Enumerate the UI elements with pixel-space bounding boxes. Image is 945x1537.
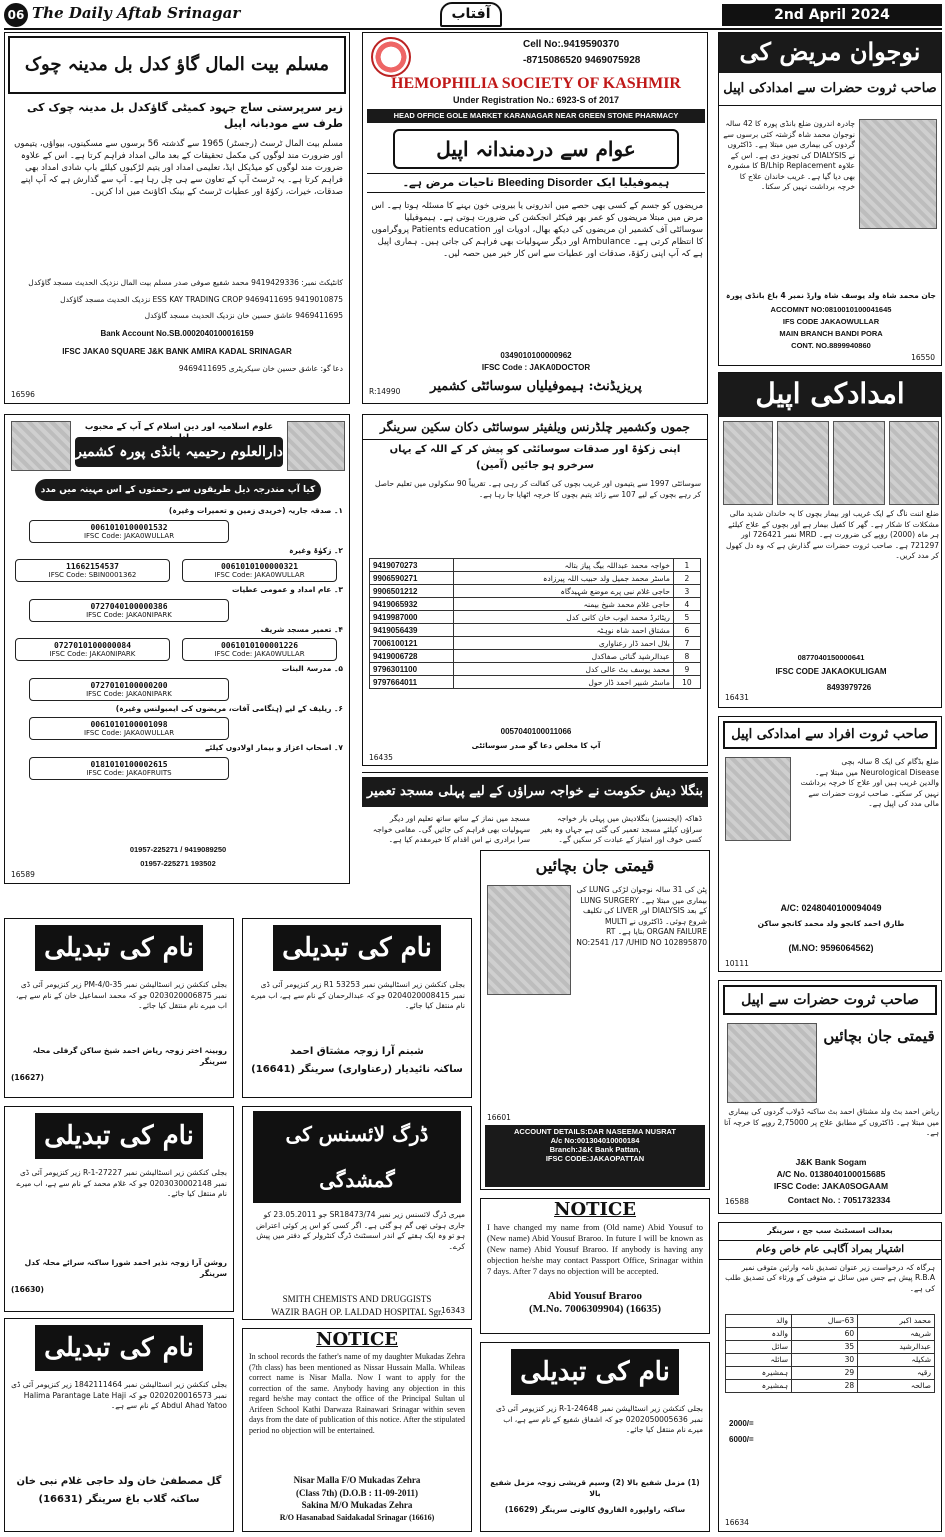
date-label: 2nd April 2024	[722, 4, 942, 26]
account-box	[182, 559, 337, 582]
hemophilia-subtitle	[367, 173, 705, 193]
darululoom-subtitle: کیا آپ مندرجہ ذیل طریقوں سے رحمتوں کے اس مہینہ میں مدد	[35, 479, 321, 501]
young-patient-branch: MAIN BRANCH BANDI PORA	[779, 329, 883, 338]
name-change-title: نام کی تبدیلی	[35, 1113, 203, 1159]
imdad-title: امدادکی اپیل	[719, 373, 941, 417]
baitulmal-title: مسلم بیت المال گاؤ کدل بل مدینہ چوک	[8, 36, 346, 94]
number-cell: 5	[673, 611, 700, 624]
ishtihar-subheader: اشتہار بمراد آگاہی عام خاص وعام	[719, 1240, 941, 1260]
baitulmal-contact-3: 9469411695 عاشق حسین خان نزدیک الحدیث مسجد گاؤکدل	[144, 311, 343, 320]
bangladesh-headline: بنگلا دیش حکومت نے خواجہ سراؤں کے لیے پہلی مسجد تعمیر کردی	[362, 777, 708, 807]
imdad-ad-id: 16431	[725, 692, 749, 702]
account-ifsc: IFSC Code: JAKA0WULLAR	[214, 650, 305, 658]
relation-cell: سائلہ	[726, 1353, 792, 1366]
sahib-sarwat-2-body: ریاض احمد بٹ ولد مشتاق احمد بٹ ساکنہ ڈولاب گردوں کی بیماری میں مبتلا ہے۔ ڈاکٹروں کے مطابق علاج پر 2,75000 روپے کا خرچہ آتا ہے۔	[724, 1107, 939, 1137]
baitulmal-body: مسلم بیت المال ٹرسٹ (رجسٹر) 1965 سے گذشتہ 56 برسوں سے مسکینوں، بیواؤں، یتیموں اور ضرورت مند لوگوں کی مکمل تحقیقات کے بعد مالی امداد فراہم کرتا ہے۔ اس کے علاوہ ضرورت مند لوگوں کو میڈیکل ایڈ، تعلیمی امداد اور یتیم لڑکیوں کیلئے باپ شادی امداد بھی فراہم کرتا ہے۔ یہ ٹرسٹ آپ کے تعاون سے ہی چل رہا ہے۔ آپ سے گذارش ہے کہ آپ اپنے صدقات، خیرات، زکوٰۃ اور عطیات ٹرسٹ کے بینک اکاؤنٹ میں ادا کریں۔	[14, 139, 343, 197]
society-ad-id: 16435	[369, 752, 393, 762]
imdad-photo-3	[833, 421, 885, 505]
darululoom-name: دارالعلوم رحیمیہ بانڈی پورہ کشمیر	[75, 437, 283, 467]
table-row	[370, 559, 701, 572]
name-change-id: (16627)	[11, 1073, 44, 1082]
table-row	[726, 1353, 935, 1366]
relation-cell: والد	[726, 1314, 792, 1327]
name-change-2	[242, 918, 472, 1098]
qeemti-jaan-account-no: A/c No:001304010000184	[550, 1136, 640, 1145]
darululoom-section	[9, 624, 347, 664]
table-row	[726, 1327, 935, 1340]
hemophilia-cell-2: -8715086520 9469075928	[523, 55, 641, 66]
phone-cell: 7006100121	[370, 637, 454, 650]
hemophilia-appeal-title: عوام سے دردمندانہ اپیل	[393, 129, 679, 169]
age-cell: 60	[792, 1327, 858, 1340]
darululoom-contact-2: 01957-225271 193502	[140, 859, 216, 868]
qeemti-jaan-ad	[480, 850, 710, 1190]
bangladesh-body: ڈھاکہ (ایجنسیز) بنگلادیش میں پہلی بار خواجہ سراؤں کیلئے مسجد تعمیر کی گئی ہے جہاں وہ بغیر کسی خوف اور امتیاز کے عبادت کر سکیں گے۔ مسجد میں نماز کے ساتھ ساتھ تعلیم اور دیگر سہولیات بھی فراہم کی جائیں گی۔ مقامی خواجہ سرا برادری نے اس اقدام کا خیرمقدم کیا ہے۔	[372, 814, 702, 844]
name-change-body: بجلی کنکشن زیر انسٹالیشن نمبر R-1-27227 زیر کنزیومر آئی ڈی نمبر 0203030002148 جو کہ غلام محمد کے نام سے ہے، اب میرے نام منتقل کیا جائے۔	[16, 1168, 227, 1198]
society-footer: آپ کا مخلص دعا گو صدر سوسائٹی	[471, 741, 601, 750]
notice-mukadas-sign-4: R/O Hasanabad Saidakadal Srinagar (16616)	[279, 1512, 435, 1522]
age-cell: 29	[792, 1366, 858, 1379]
sahib-sarwat-mobile: (M.NO: 9596064562)	[788, 943, 874, 953]
account-row	[9, 636, 347, 663]
baitulmal-ad	[4, 32, 350, 404]
notice-abid-title: NOTICE	[554, 1199, 636, 1220]
number-cell: 2	[673, 572, 700, 585]
account-row	[9, 557, 347, 584]
young-patient-ad	[718, 32, 942, 366]
number-cell: 6	[673, 624, 700, 637]
name-cell: خواجہ محمد عبداللہ بیگ پیاز بتالہ	[454, 559, 673, 572]
imdad-ifsc: IFSC CODE JAKAOKULIGAM	[775, 667, 887, 676]
baitulmal-ifsc: IFSC JAKA0 SQUARE J&K BANK AMIRA KADAL SRINAGAR	[62, 346, 292, 356]
darululoom-section	[9, 703, 347, 741]
darululoom-ad	[4, 414, 350, 884]
sahib-sarwat-body: ضلع بڈگام کی ایک 8 سالہ بچی Neurological Disease میں مبتلا ہے۔ والدین غریب ہیں اور علاج کا خرچہ برداشت نہیں کر سکتے۔ صاحب ثروت حضرات سے مالی مدد کی اپیل ہے۔	[800, 757, 939, 808]
young-patient-account: ACCOMNT NO:0810010100041645	[770, 305, 892, 314]
hemophilia-subtitle-ur-2: تاحیات مرض ہے۔	[402, 176, 494, 189]
name-change-title: نام کی تبدیلی	[273, 925, 441, 971]
baitulmal-intro: زیر سرپرستی ساج جہود کمیٹی گاؤکدل بل مدینہ چوک کی طرف سے مودبانہ اپیل	[27, 101, 343, 130]
notice-mukadas-title: NOTICE	[316, 1329, 398, 1350]
table-row	[726, 1314, 935, 1327]
name-change-body: بجلی کنکشن زیر انسٹالیشن نمبر R1 53253 زیر کنزیومر آئی ڈی نمبر 0204020008415 جو کہ عبدالرحمان کے نام سے ہے، اب میرے نام منتقل کیا جائے۔	[251, 980, 465, 1010]
society-body: سوسائٹی 1997 سے یتیموں اور غریب بچوں کی کفالت کر رہی ہے۔ تقریباً 90 سکولوں میں تعلیم حاصل کر رہے بچوں کے لیے 107 سے زائد یتیم بچوں کا خرچہ اٹھایا جا رہا ہے۔	[375, 479, 701, 499]
sahib-sarwat-title: صاحب ثروت افراد سے امدادکی اپیل	[723, 721, 937, 749]
child-photo	[725, 757, 791, 841]
imdad-account: 0877040150000641	[797, 653, 865, 662]
table-row	[726, 1379, 935, 1392]
society-ad	[362, 414, 708, 766]
name-change-name: گل مصطفیٰ خان ولد حاجی غلام نبی خان	[16, 1476, 222, 1487]
ishtihar-header: بعدالت اسسٹنٹ سب جج ، سرینگر	[767, 1226, 893, 1235]
age-cell: 30	[792, 1353, 858, 1366]
section-label: ۵۔ مدرسۃ البنات	[281, 664, 343, 673]
drug-license-person	[243, 1318, 471, 1320]
age-cell: 35	[792, 1340, 858, 1353]
account-ifsc: IFSC Code: JAKA0FRUITS	[86, 768, 172, 777]
table-row	[726, 1366, 935, 1379]
young-patient-body: چادرہ اندرون ضلع بانڈی پورہ کا 42 سالہ نوجوان محمد شاہ گزشتہ کئی برسوں سے گردوں کی بیماری میں مبتلا ہے۔ ڈاکٹروں نے DIALYSIS کی تجویز دی ہے۔ اس کے علاوہ B/Lhip Replacement کا مشورہ بھی دیا گیا ہے۔ غریب خاندان علاج کا خرچہ برداشت نہیں کر سکتا۔	[723, 119, 855, 191]
account-ifsc: IFSC Code: JAKA0WULLAR	[83, 729, 175, 737]
sahib-sarwat-account: A/C: 0248040100094049	[780, 903, 882, 913]
phone-cell: 9796301100	[370, 663, 454, 676]
phone-cell: 9906501212	[370, 585, 454, 598]
ishtihar-ad-id: 16634	[725, 1517, 749, 1527]
account-box	[29, 599, 229, 622]
account-ifsc: IFSC Code: JAKA0NIPARK	[86, 689, 172, 698]
darululoom-section	[9, 545, 347, 585]
account-ifsc: IFSC Code: JAKA0WULLAR	[214, 571, 305, 579]
man-photo	[727, 1023, 817, 1103]
sahib-sarwat-2-account: A/C No. 0138040100015685	[776, 1169, 886, 1179]
account-number: 0181010100002615	[90, 759, 168, 769]
qeemti-jaan-account-details: ACCOUNT DETAILS:DAR NASEEMA NUSRAT	[514, 1127, 676, 1136]
society-account: 0057040100011066	[500, 727, 572, 736]
baitulmal-contact-2: 9419010875 9469411695 ESS KAY TRADING CROP نزدیک الحدیث مسجد گاؤکدل	[60, 294, 343, 304]
section-label: ۶۔ ریلیف کے لیے (ہنگامی آفات، مریضوں کی ایمبولنس وغیرہ)	[115, 703, 343, 713]
name-change-name: روشن آرا زوجہ نذیر احمد شورا ساکنہ سرائے محلہ کدل سرینگر	[24, 1258, 227, 1278]
phone-cell: 9419987000	[370, 611, 454, 624]
section-label: ۳۔ عام امداد و عمومی عطیات	[231, 585, 343, 594]
hemophilia-subtitle-ur: ہیموفیلیا ایک	[596, 176, 670, 189]
section-label: ۱۔ صدقہ جاریہ (خریدی زمین و تعمیرات وغیرہ)	[168, 506, 343, 515]
table-row	[370, 637, 701, 650]
phone-cell: 9419065932	[370, 598, 454, 611]
name-cell: شریفہ	[858, 1327, 935, 1340]
table-row	[370, 585, 701, 598]
table-row	[370, 624, 701, 637]
relation-cell: ہمشیرہ	[726, 1379, 792, 1392]
sahib-sarwat-2-ad	[718, 980, 942, 1214]
name-change-title: نام کی تبدیلی	[35, 925, 203, 971]
name-change-title: نام کی تبدیلی	[511, 1349, 679, 1395]
number-cell: 3	[673, 585, 700, 598]
name-cell: حاجی غلام محمد شیخ بیمنہ	[454, 598, 673, 611]
page-number: 06	[4, 3, 28, 27]
hemophilia-cell: Cell No:.9419590370	[523, 39, 620, 50]
table-row	[370, 676, 701, 689]
account-number: 11662154537	[66, 562, 119, 571]
account-box	[29, 520, 229, 543]
phone-cell: 9419056439	[370, 624, 454, 637]
qeemti-jaan-account-panel	[485, 1125, 705, 1187]
relation-cell: والدہ	[726, 1327, 792, 1340]
name-cell: محمد اکبر	[858, 1314, 935, 1327]
account-box	[29, 678, 229, 701]
name-cell: بلال احمد ڈار رعناواری	[454, 637, 673, 650]
darululoom-section	[9, 742, 347, 780]
ishtihar-table	[725, 1314, 935, 1393]
qeemti-jaan-body: پٹن کی 31 سالہ نوجوان لڑکی LUNG کی بیماری میں مبتلا ہے۔ LUNG SURGERY کے بعد DIALYSIS اور LIVER کی تکلیف شروع ہوئی۔ ڈاکٹروں نے MULTI ORGAN FAILURE بتایا ہے۔ RT NO:2541 /17 /UHID NO 102895870	[576, 885, 707, 947]
phone-cell: 9419070273	[370, 559, 454, 572]
young-patient-title: نوجوان مریض کی	[719, 33, 941, 73]
name-change-name: روبینہ اختر زوجہ ریاض احمد شیخ ساکن گرفلی محلہ سرینگر	[32, 1046, 227, 1066]
number-cell: 9	[673, 663, 700, 676]
section-label: ۲۔ زکوٰۃ وغیرہ	[289, 545, 343, 555]
name-cell: عبدالرشید	[858, 1340, 935, 1353]
qeemti-jaan-title: قیمتی جان بچائیں	[535, 856, 655, 875]
drug-license-company: SMITH CHEMISTS AND DRUGGISTS	[282, 1294, 432, 1304]
account-number: 0061010100000321	[220, 562, 299, 571]
sahib-sarwat-2-ad-id: 16588	[725, 1197, 749, 1206]
qeemti-jaan-ifsc: IFSC CODE:JAKAOPATTAN	[545, 1154, 645, 1163]
drug-license-ad-id: 16343	[441, 1305, 465, 1315]
name-cell: رقیہ	[858, 1366, 935, 1379]
young-patient-contact: CONT. NO.8899940860	[791, 341, 871, 350]
society-table	[369, 558, 701, 689]
baitulmal-footer: دعا گو: عاشق حسین خان سیکریٹری 9469411695	[178, 363, 343, 373]
sahib-sarwat-2-bank: J&K Bank Sogam	[795, 1157, 867, 1167]
phone-cell: 9906590271	[370, 572, 454, 585]
imdad-photo-2	[777, 421, 829, 505]
name-change-title: نام کی تبدیلی	[35, 1325, 203, 1371]
name-cell: ماسٹر شبیر احمد ڈار حول	[454, 676, 673, 689]
ishtihar-table-wrap	[719, 1314, 941, 1393]
account-number: 0061010100001098	[90, 720, 168, 729]
ishtihar-ad	[718, 1222, 942, 1532]
phone-cell: 9419006728	[370, 650, 454, 663]
name-change-id: (16630)	[11, 1285, 44, 1294]
name-cell: مشتاق احمد شاہ نوہٹہ	[454, 624, 673, 637]
paper-name: The Daily Aftab Srinagar	[32, 4, 241, 22]
sahib-sarwat-2-subtitle: قیمتی جان بچائیں	[823, 1027, 935, 1045]
account-number: 0061010100001532	[90, 522, 168, 532]
name-cell: محمد یوسف بٹ عالی کدل	[454, 663, 673, 676]
sahib-sarwat-ad-id: 10111	[725, 958, 749, 968]
table-row	[370, 650, 701, 663]
account-number: 0727040100000386	[90, 601, 168, 611]
notice-mukadas-sign-3: Sakina M/O Mukadas Zehra	[301, 1500, 413, 1510]
darululoom-tagline: علوم اسلامیہ اور دین اسلام کے آپ کے محبوب	[84, 422, 274, 432]
darululoom-sections	[9, 505, 347, 782]
name-cell: ریٹائرڈ محمد ایوب خان کانی کدل	[454, 611, 673, 624]
name-change-name: شبنم آرا زوجہ مشتاق احمد	[290, 1046, 424, 1057]
name-change-4	[4, 1318, 234, 1532]
hemophilia-org-name: HEMOPHILIA SOCIETY OF KASHMIR	[391, 75, 681, 92]
table-row	[370, 611, 701, 624]
patient-girl-photo	[487, 885, 571, 995]
imdad-photo-4	[889, 421, 939, 505]
number-cell: 1	[673, 559, 700, 572]
relation-cell: ہمشیرہ	[726, 1366, 792, 1379]
baitulmal-ad-id: 16596	[11, 389, 35, 399]
darululoom-section	[9, 663, 347, 701]
number-cell: 4	[673, 598, 700, 611]
hemophilia-ad	[362, 32, 708, 404]
account-number: 0727010100000084	[53, 641, 132, 650]
imdad-photo-1	[723, 421, 773, 505]
notice-abid	[480, 1198, 710, 1334]
name-change-body: بجلی کنکشن زیر انسٹالیشن نمبر R-1-24648 زیر کنزیومر آئی ڈی نمبر 0202050005636 جو کہ اشفاق شفیع کے نام سے ہے، اب میرے نام منتقل کیا جائے۔	[495, 1404, 703, 1434]
section-label: ۴۔ تعمیر مسجد شریف	[260, 624, 343, 634]
name-change-name-2: ساکنہ نائیدیار (رعناواری) سرینگر (16641)	[251, 1064, 463, 1075]
account-ifsc: IFSC Code: JAKA0NIPARK	[49, 650, 136, 658]
darululoom-section	[9, 505, 347, 543]
age-cell: 28	[792, 1379, 858, 1392]
hemophilia-ifsc: IFSC Code : JAKA0DOCTOR	[481, 363, 591, 372]
ishtihar-amount-2: 6000/=	[729, 1435, 754, 1444]
account-box	[29, 717, 229, 740]
table-row	[370, 663, 701, 676]
hemophilia-account: 0349010100000962	[500, 351, 572, 360]
patient-photo	[859, 119, 937, 229]
account-number: 0061010100001226	[220, 641, 299, 650]
hemophilia-logo-icon	[371, 37, 411, 77]
name-cell: حاجی غلام نبی پرے موضع شہیدگاہ	[454, 585, 673, 598]
name-change-3	[4, 1106, 234, 1312]
name-change-body: بجلی کنکشن زیر انسٹالیشن نمبر 1842111464 زیر کنزیومر آئی ڈی نمبر 0202020016573 جو کہ Halima Parantage Late Haji Abdul Ahad Yatoo کے نام سے ہے۔	[11, 1380, 227, 1410]
name-change-name: (1) مزمل شفیع بالا (2) وسیم قریشی زوجہ مزمل شفیع بالا	[490, 1478, 700, 1498]
masthead-rule	[4, 28, 942, 30]
sahib-sarwat-name: طارق احمد کانجو ولد محمد کانجو ساکن	[757, 919, 905, 928]
name-cell: ماسٹر محمد جمیل ولد حبیب اللہ پیرزادہ	[454, 572, 673, 585]
drug-license-title: ڈرگ لائسنس کی گمشدگی	[253, 1111, 461, 1203]
darululoom-contact: 01957-225271 / 9419089250	[129, 845, 227, 854]
society-appeal: اپنی زکوٰۃ اور صدقات سوسائٹی کو پیش کر کے اللہ کے یہاں سرخرو ہو جائیں (آمین)	[389, 444, 681, 471]
name-change-1	[4, 918, 234, 1098]
number-cell: 8	[673, 650, 700, 663]
sahib-sarwat-ad	[718, 716, 942, 972]
hemophilia-body: مریضوں کو جسم کے کسی بھی حصے میں اندرونی یا بیرونی خون بہنے کا مسئلہ ہوتا ہے۔ اس مرض میں مبتلا مریضوں کو عمر بھر فیکٹر انجکشن کی ضرورت ہوتی ہے۔ ہیموفیلیا سوسائٹی آف کشمیر ان مریضوں کی دیکھ بھال، ادویات اور Patients education پروگراموں کا انتظام کرتی ہے۔ Ambulance اور دیگر سہولیات بھی فراہم کی جاتی ہیں۔ ہماری اپیل ہے کہ آپ اپنی زکوٰۃ، صدقات اور عطیات سے اس کار خیر میں حصہ لیں۔	[371, 201, 703, 259]
age-cell: 63-سال	[792, 1314, 858, 1327]
notice-abid-body: I have changed my name from (Old name) Abid Yousuf to (New name) Abid Yousuf Braroo. In future I will be known as (New name) Abid Yousuf Braroo. If anybody is having any objection he/she may contact Passport Office, Srinagar within 7 days. After 7 days no objection will be accepted.	[487, 1222, 703, 1276]
notice-mukadas-body: In school records the father's name of my daughter Mukadas Zehra (7th class) has been mentioned as Nissar Hussain Malla. Whileas correct name is Nisar Malla. Now I want to apply for the correction of the same. Anybody having any objection in this regard he/she may contact the office of the Principal Sultan ul Arifeen School Kathi Darwaza Rainawari Srinagar within seven days from the date of publication of this notice. After the stipulated period no objection will be entertained.	[249, 1352, 465, 1435]
qeemti-jaan-branch: Branch:J&K Bank Pattan,	[549, 1145, 641, 1154]
imdad-phone: 8493979726	[826, 683, 872, 692]
table-row	[370, 598, 701, 611]
notice-mukadas-sign-1: Nisar Malla F/O Mukadas Zehra	[293, 1475, 421, 1485]
imdad-body: ضلع اننت ناگ کے ایک غریب اور بیمار بچوں کا یہ خاندان شدید مالی مشکلات کا شکار ہے۔ گھر کا کفیل بیمار ہے اور بچوں کے علاج کیلئے ہر ماہ (2000) روپے کی ضرورت ہے۔ MRD نمبر 726421 اور 721297 ہے۔ صاحب ثروت حضرات سے گذارش ہے کہ وہ دل کھول کر مدد کریں۔	[726, 509, 939, 560]
name-change-name-2: ساکنہ گلاب باغ سرینگر (16631)	[38, 1494, 200, 1505]
notice-abid-mobile: (M.No. 7006309904) (16635)	[529, 1302, 661, 1315]
hemophilia-registration: Under Registration No.: 6923-S of 2017	[452, 95, 620, 105]
baitulmal-contact-1: کانٹیکٹ نمبر: 9419429336 محمد شفیع صوفی صدر مسلم بیت المال نزدیک الحدیث مسجد گاؤکدل	[28, 278, 343, 287]
name-change-name-2: ساکنہ راولپورہ الفاروق کالونی سرینگر (16629)	[504, 1505, 686, 1514]
drug-license-ad	[242, 1106, 472, 1320]
table-row	[726, 1340, 935, 1353]
ishtihar-amount-1: 2000/=	[729, 1419, 754, 1428]
drug-license-address: WAZIR BAGH OP. LALDAD HOSPITAL Sgr.	[271, 1306, 443, 1317]
society-title: جموں وکشمیر چلڈرنس ویلفیئر سوسائٹی دکان سکین سرینگر	[363, 415, 707, 440]
mosque-photo-right	[287, 421, 345, 471]
imdad-ad	[718, 372, 942, 708]
account-ifsc: IFSC Code: SBIN0001362	[48, 571, 137, 579]
account-box	[182, 638, 337, 661]
drug-license-body: میری ڈرگ لائسنس زیر نمبر SR18473/74 جو 23.05.2011 کو جاری ہوئی تھی گم ہو گئی ہے۔ اگر کسی کو اس پر کوئی اعتراض ہو تو وہ ایک ہفتے کے اندر اسسٹنٹ ڈرگ کنٹرولر کے دفتر میں پیش کرے۔	[255, 1210, 465, 1251]
young-patient-name: جان محمد شاہ ولد یوسف شاہ وارڈ نمبر 4 باغ بانڈی پورہ	[726, 291, 936, 300]
account-box	[15, 638, 170, 661]
sahib-sarwat-2-title: صاحب ثروت حضرات سے اپیل	[723, 985, 937, 1015]
name-change-body: بجلی کنکشن زیر انسٹالیشن نمبر PM-4/0-35 زیر کنزیومر آئی ڈی نمبر 0203020006875 جو کہ محمد اسماعیل خان کے نام سے ہے، اب میرے نام منتقل کیا جائے۔	[15, 980, 227, 1010]
hemophilia-subtitle-en: Bleeding Disorder	[497, 177, 593, 189]
young-patient-ad-id: 16550	[911, 352, 935, 362]
qeemti-jaan-ad-id: 16601	[487, 1113, 511, 1122]
society-table-wrap	[363, 558, 707, 689]
ishtihar-body: ہرگاہ کہ درخواست زیر عنوان تصدیق نامہ وارثین متوفی نمبر R.B.A پیش ہے جس میں سائل نے متوفی کے ورثاء کی تصدیق طلب کی ہے۔	[725, 1262, 935, 1293]
young-patient-ifsc: IFS CODE JAKAOWULLAR	[782, 317, 880, 326]
logo: آفتاب	[440, 2, 502, 27]
hemophilia-president: پریزیڈنٹ: ہیموفیلیاں سوسائٹی کشمیر	[430, 379, 642, 394]
number-cell: 10	[673, 676, 700, 689]
table-row	[370, 572, 701, 585]
name-change-5	[480, 1342, 710, 1532]
darululoom-ad-id: 16589	[11, 869, 35, 879]
notice-abid-name: Abid Yousuf Braroo	[547, 1290, 643, 1302]
name-cell: شکیلہ	[858, 1353, 935, 1366]
baitulmal-bank-account: Bank Account No.SB.0002040100016159	[100, 328, 254, 338]
number-cell: 7	[673, 637, 700, 650]
masthead	[0, 0, 945, 30]
mosque-photo-left	[11, 421, 71, 471]
notice-mukadas-sign-2: (Class 7th) (D.O.B : 11-09-2011)	[296, 1487, 418, 1498]
sahib-sarwat-2-ifsc: IFSC Code: JAKA0SOGAAM	[773, 1181, 889, 1191]
notice-mukadas	[242, 1328, 472, 1532]
young-patient-subtitle: صاحب ثروت حضرات سے امدادکی اپیل	[719, 73, 941, 106]
name-cell: عبدالرشید گنائی صفاکدل	[454, 650, 673, 663]
account-number: 0727010100000200	[90, 680, 168, 690]
account-ifsc: IFSC Code: JAKA0WULLAR	[83, 531, 175, 540]
darululoom-section	[9, 584, 347, 622]
hemophilia-address: HEAD OFFICE GOLE MARKET KARANAGAR NEAR GREEN STONE PHARMACY	[367, 109, 705, 123]
account-box	[29, 757, 229, 780]
hemophilia-ad-id: R:14990	[369, 387, 401, 396]
phone-cell: 9797664011	[370, 676, 454, 689]
name-cell: صالحہ	[858, 1379, 935, 1392]
relation-cell: سائل	[726, 1340, 792, 1353]
sahib-sarwat-2-contact: Contact No. : 7051732334	[787, 1195, 891, 1205]
account-box	[15, 559, 170, 582]
account-ifsc: IFSC Code: JAKA0NIPARK	[86, 610, 172, 619]
section-label: ۷۔ اصحاب اعزاز و بیمار اولادوں کیلئے	[205, 743, 343, 752]
